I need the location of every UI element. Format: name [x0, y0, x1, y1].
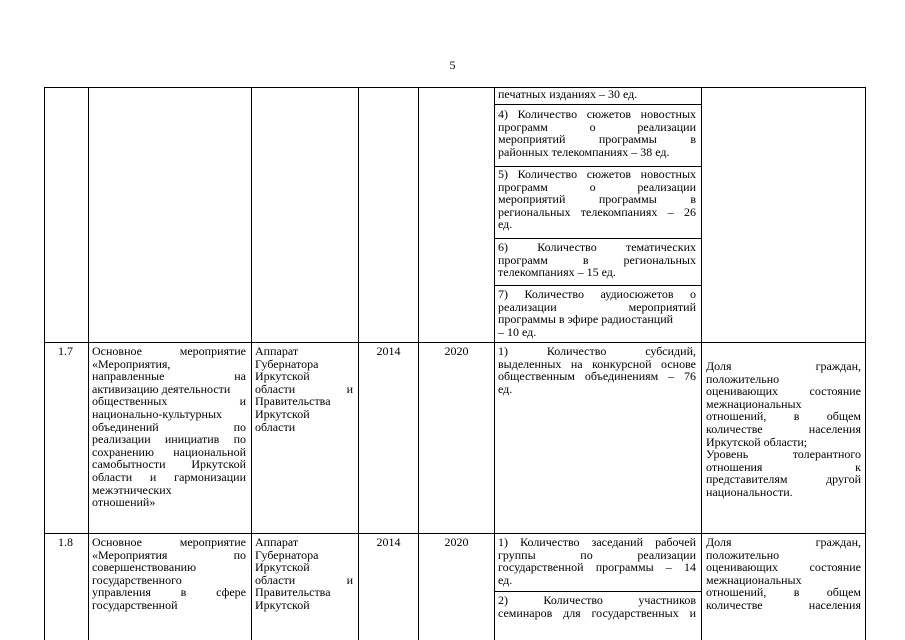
executor-1-7: Аппарат Губернатора Иркутской области и Правительства Иркутской области [255, 344, 353, 434]
start-year-1-8: 2014 [376, 535, 401, 549]
page-number: 5 [449, 58, 456, 72]
activity-name-1-7: Основное мероприятие «Мероприятия, направленные на активизацию деятельности общественных и национально-культурных объединений по реализации инициатив по сохранению национальной самобытности Иркутской области и гармонизации межэтнических отношений» [92, 344, 246, 510]
indicator-1-8-2: 2) Количество участников семинаров для государственных и [498, 593, 696, 620]
start-year-1-7: 2014 [376, 344, 401, 358]
indicator-cell-5: 5) Количество сюжетов новостных программ о реализации мероприятий программы в региональных телекомпаниях – 26 ед. [498, 167, 696, 232]
executor-1-8: Аппарат Губернатора Иркутской области и Правительства Иркутской [255, 535, 353, 612]
activity-name-1-8: Основное мероприятие «Мероприятия по совершенствованию государственного управления в сфере государственной [92, 535, 246, 612]
indicator-cell-7: 7) Количество аудиосюжетов о реализации мероприятий программы в эфире радиостанций – 10 ед. [498, 287, 696, 339]
target-indicator-1-7: Доля граждан, положительно оценивающих состояние межнациональных отношений, в общем количестве населения Иркутской области; Уровень толерантного отношения к представителям другой национальности. [706, 359, 861, 499]
indicator-1-7: 1) Количество субсидий, выделенных на конкурсной основе общественным объединениям – 76 ед. [498, 344, 696, 396]
end-year-1-8: 2020 [444, 535, 469, 549]
row-number-1-7: 1.7 [58, 344, 73, 358]
row-number-1-8: 1.8 [58, 535, 73, 549]
indicator-cell-6: 6) Количество тематических программ в региональных телекомпаниях – 15 ед. [498, 240, 696, 280]
indicator-1-8-1: 1) Количество заседаний рабочей группы по реализации государственной программы – 14 ед. [498, 535, 696, 587]
indicator-cell-4: 4) Количество сюжетов новостных программ о реализации мероприятий программы в районных телекомпаниях – 38 ед. [498, 107, 696, 159]
target-indicator-1-8: Доля граждан, положительно оценивающих состояние межнациональных отношений, в общем количестве населения [706, 535, 861, 612]
indicator-cell-3-cont: печатных изданиях – 30 ед. [498, 87, 638, 101]
end-year-1-7: 2020 [444, 344, 469, 358]
